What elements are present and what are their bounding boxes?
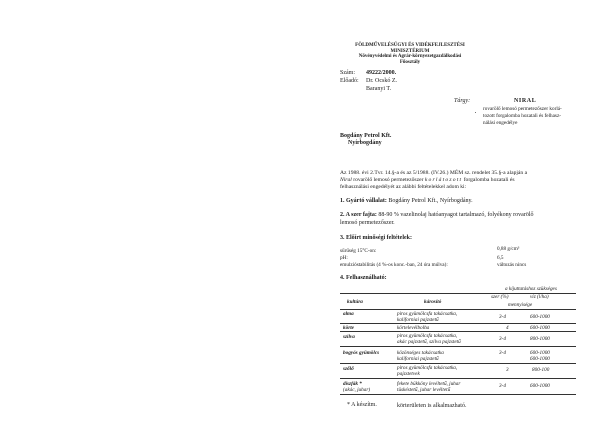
row-water: 800-100 bbox=[532, 367, 550, 373]
recipient-line2: Nyírbogdány bbox=[348, 140, 382, 146]
row-pest: körtelevélbolha bbox=[397, 325, 430, 331]
row-water: 800-1000 bbox=[530, 336, 550, 342]
row-pest: akác pajzstetű, szilva pajzstetű bbox=[397, 339, 461, 345]
recipient-line1: Bogdány Petrol Kft. bbox=[340, 133, 392, 139]
table-top-rule bbox=[340, 293, 576, 294]
row-water: 600-1000 bbox=[530, 350, 550, 356]
row-rate: 3-4 bbox=[499, 350, 506, 356]
row-separator bbox=[340, 378, 576, 379]
table-header-rule bbox=[340, 309, 576, 310]
row-pest: piros gyümölcsfa takácsatka, bbox=[397, 333, 458, 339]
section-2-value2: lemosó permetezőszer. bbox=[340, 220, 395, 226]
quality-density-label: sűrűség 15°C-on: bbox=[340, 248, 377, 254]
department-line: Növényvédelmi és Agrár-környezetgazdálkodási bbox=[358, 54, 462, 59]
section-1-value: Bogdány Petrol Kft., Nyírbogdány. bbox=[388, 198, 473, 204]
row-pest: piros gyümölcsfa takácsatka, bbox=[397, 311, 458, 317]
row-rate: 3-4 bbox=[499, 336, 506, 342]
quality-ph-value: 6,5 bbox=[497, 255, 504, 261]
handler-value2: Baranyi T. bbox=[366, 86, 392, 92]
row-pest: pajzstetvek bbox=[397, 371, 420, 377]
row-culture: bogyós gyümölcs bbox=[343, 350, 380, 356]
row-water-2: 600-1000 bbox=[530, 356, 550, 362]
col-applied-group2: mennyisége bbox=[508, 302, 533, 308]
section-2-label: 2. A szer fajta: bbox=[340, 212, 377, 218]
row-pest: fekete bükköny levéltetű, juhar bbox=[397, 381, 461, 387]
footnote-prefix: * A készítm. bbox=[347, 402, 377, 408]
department-line2: Főosztály bbox=[399, 59, 421, 65]
row-pest: közönséges takácsatka bbox=[397, 350, 444, 356]
row-culture-2: (akác, juhar) bbox=[343, 387, 371, 393]
section-type bbox=[340, 212, 534, 219]
col-culture: kultúra bbox=[347, 299, 363, 305]
row-rate: 4 bbox=[506, 325, 509, 331]
row-separator bbox=[340, 363, 576, 364]
ministry-name-line1: FÖLDMŰVELÉSÜGYI ÉS VIDÉKFEJLESZTÉSI bbox=[355, 43, 465, 48]
intro-part2: rovarölő lemosó permetezőszer bbox=[351, 177, 425, 184]
row-culture: szilva bbox=[343, 334, 355, 340]
section-2-value: 88-90 % vazelinolaj hatóanyagot tartalmazó, folyékony rovarölő bbox=[376, 212, 534, 218]
section-3-label: 3. Előírt minőségi feltételek: bbox=[340, 235, 412, 241]
row-separator bbox=[340, 331, 576, 332]
row-separator bbox=[340, 323, 576, 324]
row-rate: 3 bbox=[506, 367, 509, 373]
subject-line1: rovarölő lemosó permetezőszer korlá- bbox=[483, 106, 562, 112]
row-culture: díszfák * bbox=[343, 381, 362, 387]
row-pest: tüskéstetű, juhar levéltetű bbox=[397, 387, 451, 393]
row-rate: 3-4 bbox=[499, 383, 506, 389]
ink-speck bbox=[475, 112, 476, 113]
row-separator bbox=[340, 346, 576, 347]
subject-line3: nálási engedélye bbox=[483, 120, 518, 126]
table-bottom-rule bbox=[340, 394, 576, 395]
subject-line2: tozott forgalomba hozatali és felhasz- bbox=[483, 113, 561, 119]
intro-part3: felhasználási engedélyét az alábbi feltételekkel adom ki: bbox=[340, 184, 467, 191]
section-manufacturer bbox=[340, 198, 473, 205]
col-applied-group: a kijuttatáshoz szükséges bbox=[505, 286, 557, 292]
row-culture: szőlő bbox=[343, 366, 354, 372]
row-pest: kaliforniai pajzstetű bbox=[397, 317, 439, 323]
intro-product-name: Niral bbox=[340, 177, 352, 184]
intro-restricted: korlátozott bbox=[424, 177, 463, 184]
subject-title: NIRAL bbox=[514, 98, 537, 104]
number-label: Szám: bbox=[340, 70, 355, 76]
row-culture: körte bbox=[343, 325, 354, 331]
ministry-name-line2: MINISZTÉRIUM bbox=[390, 48, 430, 54]
col-rate: szer (%) bbox=[491, 294, 509, 300]
intro-part1: Az 1988. évi 2.Tvr. 14.§-a és az 5/1988. (IV.26.) MÉM sz. rendelet 35.§-a alapján a bbox=[340, 170, 528, 176]
col-pest: károsító bbox=[424, 299, 442, 305]
footnote-text: körterületen is alkalmazható. bbox=[397, 403, 467, 409]
row-culture: alma bbox=[343, 311, 354, 317]
col-water: víz (l/ha) bbox=[530, 294, 549, 300]
section-1-label: 1. Gyártó vállalat: bbox=[340, 198, 387, 204]
row-pest: piros gyümölcsfa takácsatka, bbox=[397, 365, 458, 371]
quality-emulsion-value: változás nincs bbox=[497, 262, 527, 268]
number-value: 49222/2000. bbox=[366, 70, 397, 76]
quality-emulsion-label: emulzióstabilitás (4 %-os konc.-ban, 24 óra múlva): bbox=[340, 262, 448, 268]
intro-paragraph bbox=[340, 170, 585, 192]
section-4-label: 4. Felhasználható: bbox=[340, 275, 387, 281]
quality-density-value: 0,88 g/cm³ bbox=[497, 246, 520, 252]
row-rate: 3-4 bbox=[499, 314, 506, 320]
subject-label: Tárgy: bbox=[454, 98, 471, 104]
row-water: 600-1000 bbox=[530, 325, 550, 331]
handler-value1: Dr. Ocskó Z. bbox=[366, 78, 397, 84]
row-pest: kaliforniai pajzstetű bbox=[397, 356, 439, 362]
row-water: 600-1000 bbox=[530, 314, 550, 320]
intro-part2-end: forgalomba hozatali és bbox=[462, 177, 515, 184]
row-water: 600-1000 bbox=[530, 383, 550, 389]
handler-label: Előadó: bbox=[340, 78, 359, 84]
quality-ph-label: pH: bbox=[340, 255, 348, 261]
